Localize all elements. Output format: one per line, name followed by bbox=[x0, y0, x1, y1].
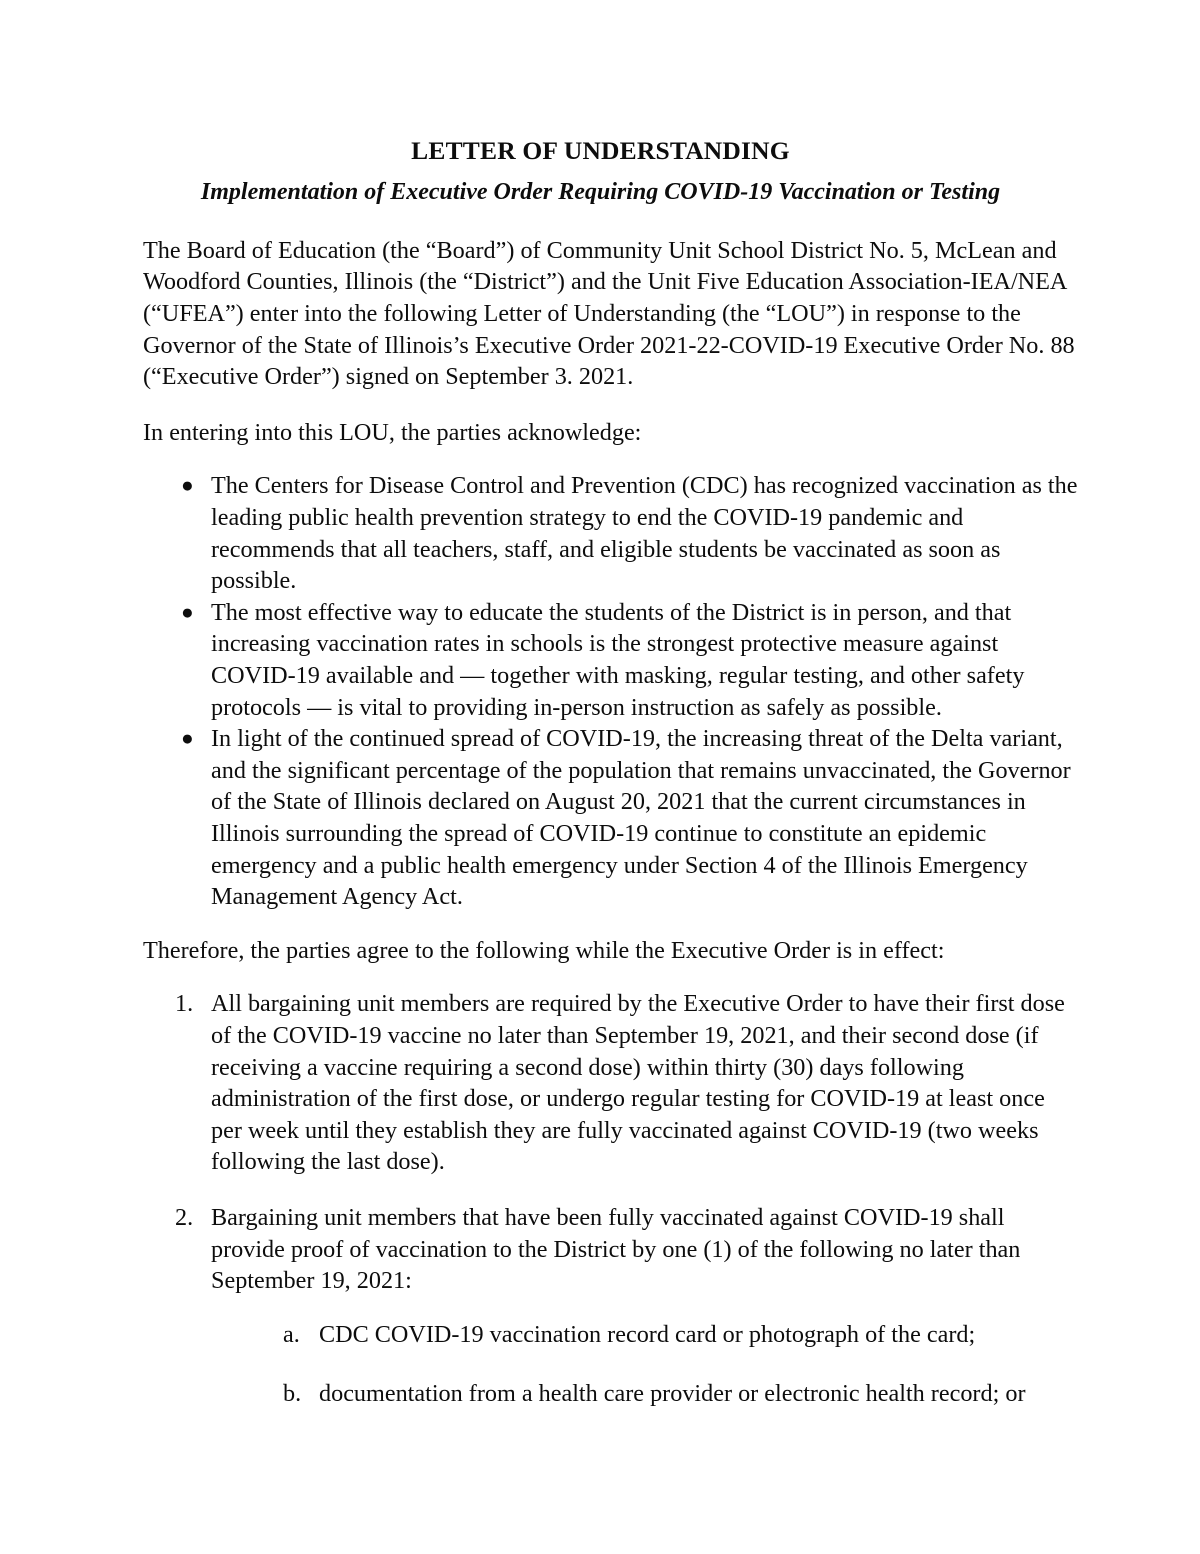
list-item-letter: b. bbox=[283, 1380, 302, 1408]
list-item-line: of the COVID-19 vaccine no later than September 19, 2021, and their second dose (if bbox=[211, 1021, 1039, 1049]
list-item-line: In light of the continued spread of COVID-19, the increasing threat of the Delta variant, bbox=[211, 725, 1063, 753]
list-item-line: possible. bbox=[211, 567, 297, 595]
paragraph-line: (“Executive Order”) signed on September 3. 2021. bbox=[143, 363, 634, 391]
list-item bbox=[143, 597, 1058, 723]
proof-options-list bbox=[247, 1319, 1058, 1410]
list-item bbox=[247, 1378, 1058, 1410]
list-item-line: The most effective way to educate the students of the District is in person, and that bbox=[211, 598, 1012, 626]
list-item bbox=[143, 723, 1071, 913]
list-item-line: and the significant percentage of the population that remains unvaccinated, the Governor bbox=[211, 756, 1071, 784]
list-item-line: The Centers for Disease Control and Prevention (CDC) has recognized vaccination as the bbox=[211, 472, 1078, 500]
list-item-line: emergency and a public health emergency under Section 4 of the Illinois Emergency bbox=[211, 851, 1028, 879]
acknowledge-lead-in: In entering into this LOU, the parties acknowledge: bbox=[143, 418, 642, 446]
list-item bbox=[247, 1319, 1058, 1351]
list-item-number: 2. bbox=[175, 1203, 194, 1231]
agreement-lead-in: Therefore, the parties agree to the following while the Executive Order is in effect: bbox=[143, 936, 945, 964]
proof-options-wrapper bbox=[211, 1319, 1058, 1410]
list-item-line: Bargaining unit members that have been fully vaccinated against COVID-19 shall bbox=[211, 1203, 1005, 1231]
list-item-number: 1. bbox=[175, 990, 194, 1018]
document-subtitle: Implementation of Executive Order Requiring COVID-19 Vaccination or Testing bbox=[200, 179, 1001, 206]
list-item-line: COVID-19 available and — together with masking, regular testing, and other safety bbox=[211, 662, 1025, 689]
list-item-line: per week until they establish they are fully vaccinated against COVID-19 (two weeks bbox=[211, 1116, 1039, 1144]
list-item-line: leading public health prevention strategy to end the COVID-19 pandemic and bbox=[211, 504, 964, 532]
list-item-line: CDC COVID-19 vaccination record card or photograph of the card; bbox=[319, 1320, 976, 1348]
list-item-line: Management Agency Act. bbox=[211, 883, 463, 911]
bullet-icon: ● bbox=[181, 599, 194, 624]
agreement-list bbox=[143, 988, 1065, 1410]
bullet-icon: ● bbox=[181, 726, 194, 751]
list-item-line: receiving a vaccine requiring a second dose) within thirty (30) days following bbox=[211, 1053, 964, 1081]
list-item-line: All bargaining unit members are required by the Executive Order to have their first dose bbox=[211, 990, 1065, 1018]
paragraph-line: (“UFEA”) enter into the following Letter of Understanding (the “LOU”) in response to the bbox=[143, 300, 1021, 328]
list-item-line: September 19, 2021: bbox=[211, 1267, 412, 1295]
document-body bbox=[143, 136, 1078, 1438]
list-item-line: Illinois surrounding the spread of COVID-19 continue to constitute an epidemic bbox=[211, 819, 987, 847]
list-item bbox=[143, 470, 1078, 596]
list-item-line: protocols — is vital to providing in-person instruction as safely as possible. bbox=[211, 693, 942, 721]
list-item bbox=[143, 1202, 1058, 1410]
paragraph-line: Governor of the State of Illinois’s Executive Order 2021-22-COVID-19 Executive Order No. 88 bbox=[143, 331, 1075, 359]
list-item-letter: a. bbox=[283, 1320, 300, 1348]
list-item-line: administration of the first dose, or undergo regular testing for COVID-19 at least once bbox=[211, 1085, 1045, 1113]
bullet-icon: ● bbox=[181, 473, 194, 498]
list-item-line: documentation from a health care provider or electronic health record; or bbox=[319, 1380, 1026, 1408]
list-item-line: of the State of Illinois declared on August 20, 2021 that the current circumstances in bbox=[211, 788, 1026, 816]
list-item-line: recommends that all teachers, staff, and eligible students be vaccinated as soon as bbox=[211, 535, 1001, 563]
list-item bbox=[143, 988, 1065, 1178]
list-item-line: provide proof of vaccination to the District by one (1) of the following no later than bbox=[211, 1235, 1021, 1263]
intro-paragraph bbox=[143, 235, 1075, 393]
document-title: LETTER OF UNDERSTANDING bbox=[411, 136, 790, 165]
list-item-line: increasing vaccination rates in schools is the strongest protective measure against bbox=[211, 630, 999, 658]
acknowledgement-list bbox=[143, 470, 1078, 912]
paragraph-line: Woodford Counties, Illinois (the “District”) and the Unit Five Education Association-IEA/NEA bbox=[143, 268, 1068, 296]
paragraph-line: The Board of Education (the “Board”) of Community Unit School District No. 5, McLean and bbox=[143, 236, 1057, 264]
list-item-line: following the last dose). bbox=[211, 1148, 445, 1176]
